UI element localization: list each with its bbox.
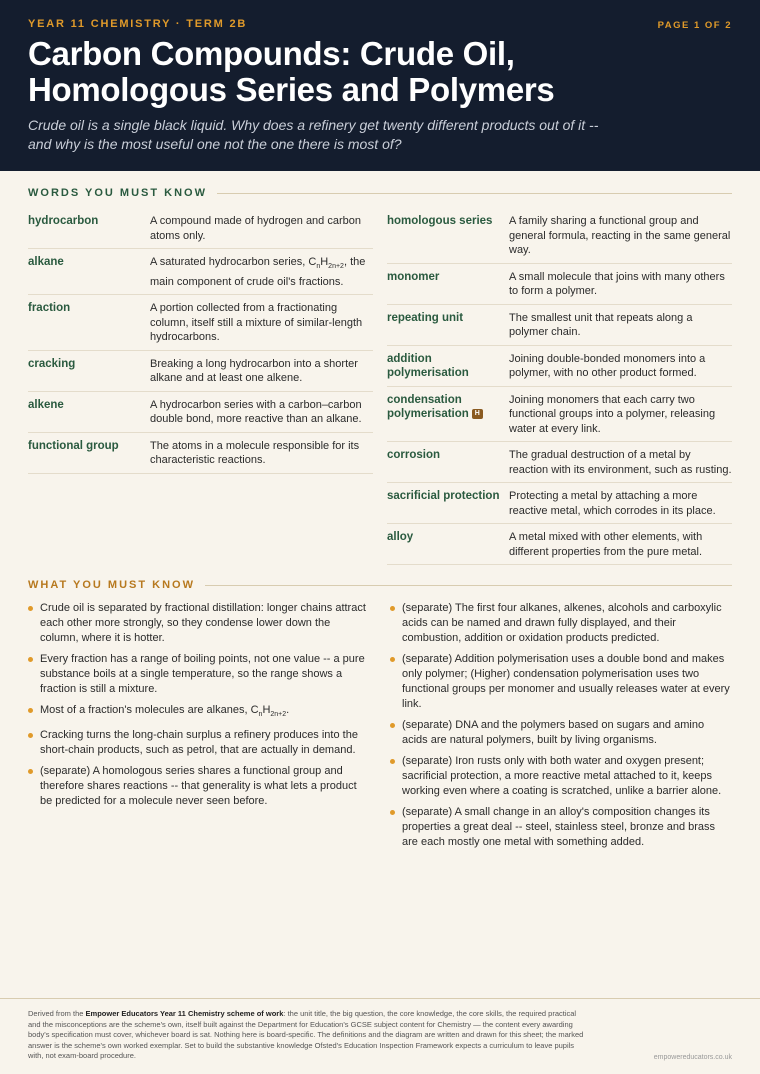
formula-subscript: n: [316, 263, 321, 271]
glossary-row: [28, 433, 373, 474]
knowledge-point: (separate) Addition polymerisation uses a double bond and makes only polymer; (Higher) condensation polymerisation uses two functional groups per monomer and usually releases water at every link.: [390, 652, 732, 712]
glossary-row: [28, 208, 373, 249]
knowledge-point: (separate) The first four alkanes, alkenes, alcohols and carboxylic acids can be named and drawn fully displayed, and their combustion, addition or oxidation products predicted.: [390, 601, 732, 646]
page-title: [28, 36, 732, 108]
website-link[interactable]: empowereducators.co.uk: [653, 1054, 732, 1061]
glossary-term: hydrocarbon: [28, 215, 99, 227]
glossary-term: cracking: [28, 357, 76, 370]
glossary-row: [387, 483, 732, 524]
glossary-row: [28, 249, 373, 295]
title-line-1: Carbon Compounds: Crude Oil,: [28, 35, 515, 72]
glossary-definition: The smallest unit that repeats along a polymer chain.: [509, 311, 693, 338]
title-line-2: Homologous Series and Polymers: [28, 71, 555, 108]
glossary-row: [387, 387, 732, 443]
glossary-term: fraction: [28, 302, 71, 315]
glossary-term: monomer: [387, 270, 440, 283]
subtitle-line-1: Crude oil is a single black liquid. Why does a refinery get twenty different products out of it --: [28, 117, 599, 133]
glossary-definition: Protecting a metal by attaching a more reactive metal, which corrodes in its place.: [509, 490, 716, 517]
glossary-row: [28, 351, 373, 392]
subtitle-line-2: and why is the most useful one not the one there is most of?: [28, 136, 402, 152]
knowledge-point: (separate) A homologous series shares a functional group and therefore shares reactions -- that generality is what lets a product be predicted for a molecule never seen before.: [28, 764, 370, 809]
glossary-row: [387, 346, 732, 387]
glossary-term: repeating unit: [387, 311, 464, 324]
glossary-definition: The atoms in a molecule responsible for its characteristic reactions.: [150, 439, 360, 467]
glossary-row: [28, 295, 373, 351]
footer-pre: Derived from the: [28, 1009, 86, 1018]
words-heading: WORDS YOU MUST KNOW: [28, 187, 207, 199]
glossary-definition: A portion collected from a fractionating column, itself still a mixture of similar-length hydrocarbons.: [150, 302, 363, 344]
higher-tier-badge: H: [472, 409, 483, 419]
glossary-definition: A compound made of hydrogen and carbon atoms only.: [150, 215, 361, 242]
glossary-definition: Joining double-bonded monomers into a polymer, with no other product formed.: [509, 352, 706, 379]
knowledge-point: Every fraction has a range of boiling points, not one value -- a pure substance boils at a single temperature, so the range shows a fraction is still a mixture.: [28, 652, 370, 697]
knowledge-text: .: [286, 704, 290, 716]
glossary-term: [387, 393, 509, 437]
glossary-left-column: [28, 208, 373, 565]
page-number: PAGE 1 OF 2: [657, 20, 732, 31]
course-kicker: YEAR 11 CHEMISTRY · TERM 2B: [28, 18, 248, 30]
glossary-definition: A hydrocarbon series with a carbon–carbon double bond, more reactive than an alkane.: [150, 398, 362, 426]
knowledge-point: Crude oil is separated by fractional distillation: longer chains attract each other more strongly, so they condense lower down the column, where it is hotter.: [28, 601, 370, 646]
page-header: [0, 0, 760, 171]
glossary-row: [387, 264, 732, 305]
term-text: condensation polymerisation: [387, 393, 469, 420]
know-section-header: [0, 579, 760, 591]
glossary-definition: A saturated hydrocarbon series, $C_nH_{2n+2}$, the main component of crude oil's fractions.: [150, 256, 366, 288]
scheme-name: Empower Educators Year 11 Chemistry scheme of work: [85, 1009, 284, 1018]
section-rule: [217, 193, 732, 194]
glossary: [0, 208, 760, 565]
glossary-term: addition polymerisation: [387, 352, 469, 379]
knowledge-right-list: [390, 601, 732, 856]
source-note: [28, 1009, 588, 1062]
glossary-definition: Breaking a long hydrocarbon into a shorter alkane and at least one alkene.: [150, 357, 358, 385]
glossary-definition: A metal mixed with other elements, with different properties from the pure metal.: [509, 531, 703, 558]
glossary-term: alkane: [28, 256, 64, 268]
glossary-row: [387, 524, 732, 565]
knowledge-point: Cracking turns the long-chain surplus a refinery produces into the short-chain products, such as petrol, that are actually in demand.: [28, 728, 370, 758]
glossary-right-column: [387, 208, 732, 565]
glossary-term: functional group: [28, 439, 119, 452]
know-heading: WHAT YOU MUST KNOW: [28, 579, 195, 591]
glossary-term: alkene: [28, 398, 64, 411]
formula-subscript: 2n+2: [328, 263, 344, 271]
knowledge-point: Most of a fraction's molecules are alkanes, $C_nH_{2n+2}$.: [28, 703, 370, 722]
glossary-row: [387, 442, 732, 483]
def-text: , the main component of crude oil's fractions.: [150, 256, 366, 288]
glossary-definition: The gradual destruction of a metal by reaction with its environment, such as rusting.: [509, 449, 732, 476]
formula-subscript: 2n+2: [270, 711, 287, 719]
glossary-row: [387, 305, 732, 346]
knowledge-point: (separate) DNA and the polymers based on sugars and amino acids are natural polymers, built by living organisms.: [390, 718, 732, 748]
section-rule: [205, 585, 732, 586]
glossary-term: sacrificial protection: [387, 490, 500, 502]
knowledge-left-list: [28, 601, 370, 856]
def-text: A saturated hydrocarbon series, C: [150, 256, 317, 268]
glossary-definition: Joining monomers that each carry two functional groups into a polymer, releasing water at every link.: [509, 393, 716, 435]
glossary-row: [28, 392, 373, 433]
formula-subscript: n: [258, 711, 263, 719]
glossary-definition: A small molecule that joins with many others to form a polymer.: [509, 270, 725, 297]
page-footer: [0, 998, 760, 1062]
footer-post: : the unit title, the big question, the core knowledge, the core skills, the required practical and the misconceptions are the scheme's own, itself built against the Department for Education's GCSE subject content for Chemistry — the content every awarding body's specification must cover, whichever board is sat. Nothing here is board-specific. The definitions and the diagram are written and drawn for this sheet; the marked answer is the scheme's own worked exemplar. Set to build the substantive knowledge Ofsted's Education Inspection Framework expects a curriculum to leave pupils with, not exam-board procedure.: [28, 1009, 584, 1060]
glossary-term: corrosion: [387, 449, 441, 461]
knowledge-text: Most of a fraction's molecules are alkanes, C: [40, 704, 259, 716]
glossary-row: [387, 208, 732, 264]
key-knowledge: [0, 601, 760, 856]
glossary-term: homologous series: [387, 215, 493, 227]
glossary-definition: A family sharing a functional group and general formula, reacting in the same general way.: [509, 215, 731, 256]
knowledge-point: (separate) A small change in an alloy's composition changes its properties a great deal -- steel, stainless steel, bronze and brass are each mostly one metal with something added.: [390, 805, 732, 850]
words-section-header: [0, 187, 760, 199]
big-question: [28, 116, 732, 154]
glossary-term: alloy: [387, 531, 414, 543]
knowledge-point: (separate) Iron rusts only with both water and oxygen present; sacrificial protection, a more reactive metal attached to it, keeps working even where a coating is scratched, unlike a barrier alone.: [390, 754, 732, 799]
